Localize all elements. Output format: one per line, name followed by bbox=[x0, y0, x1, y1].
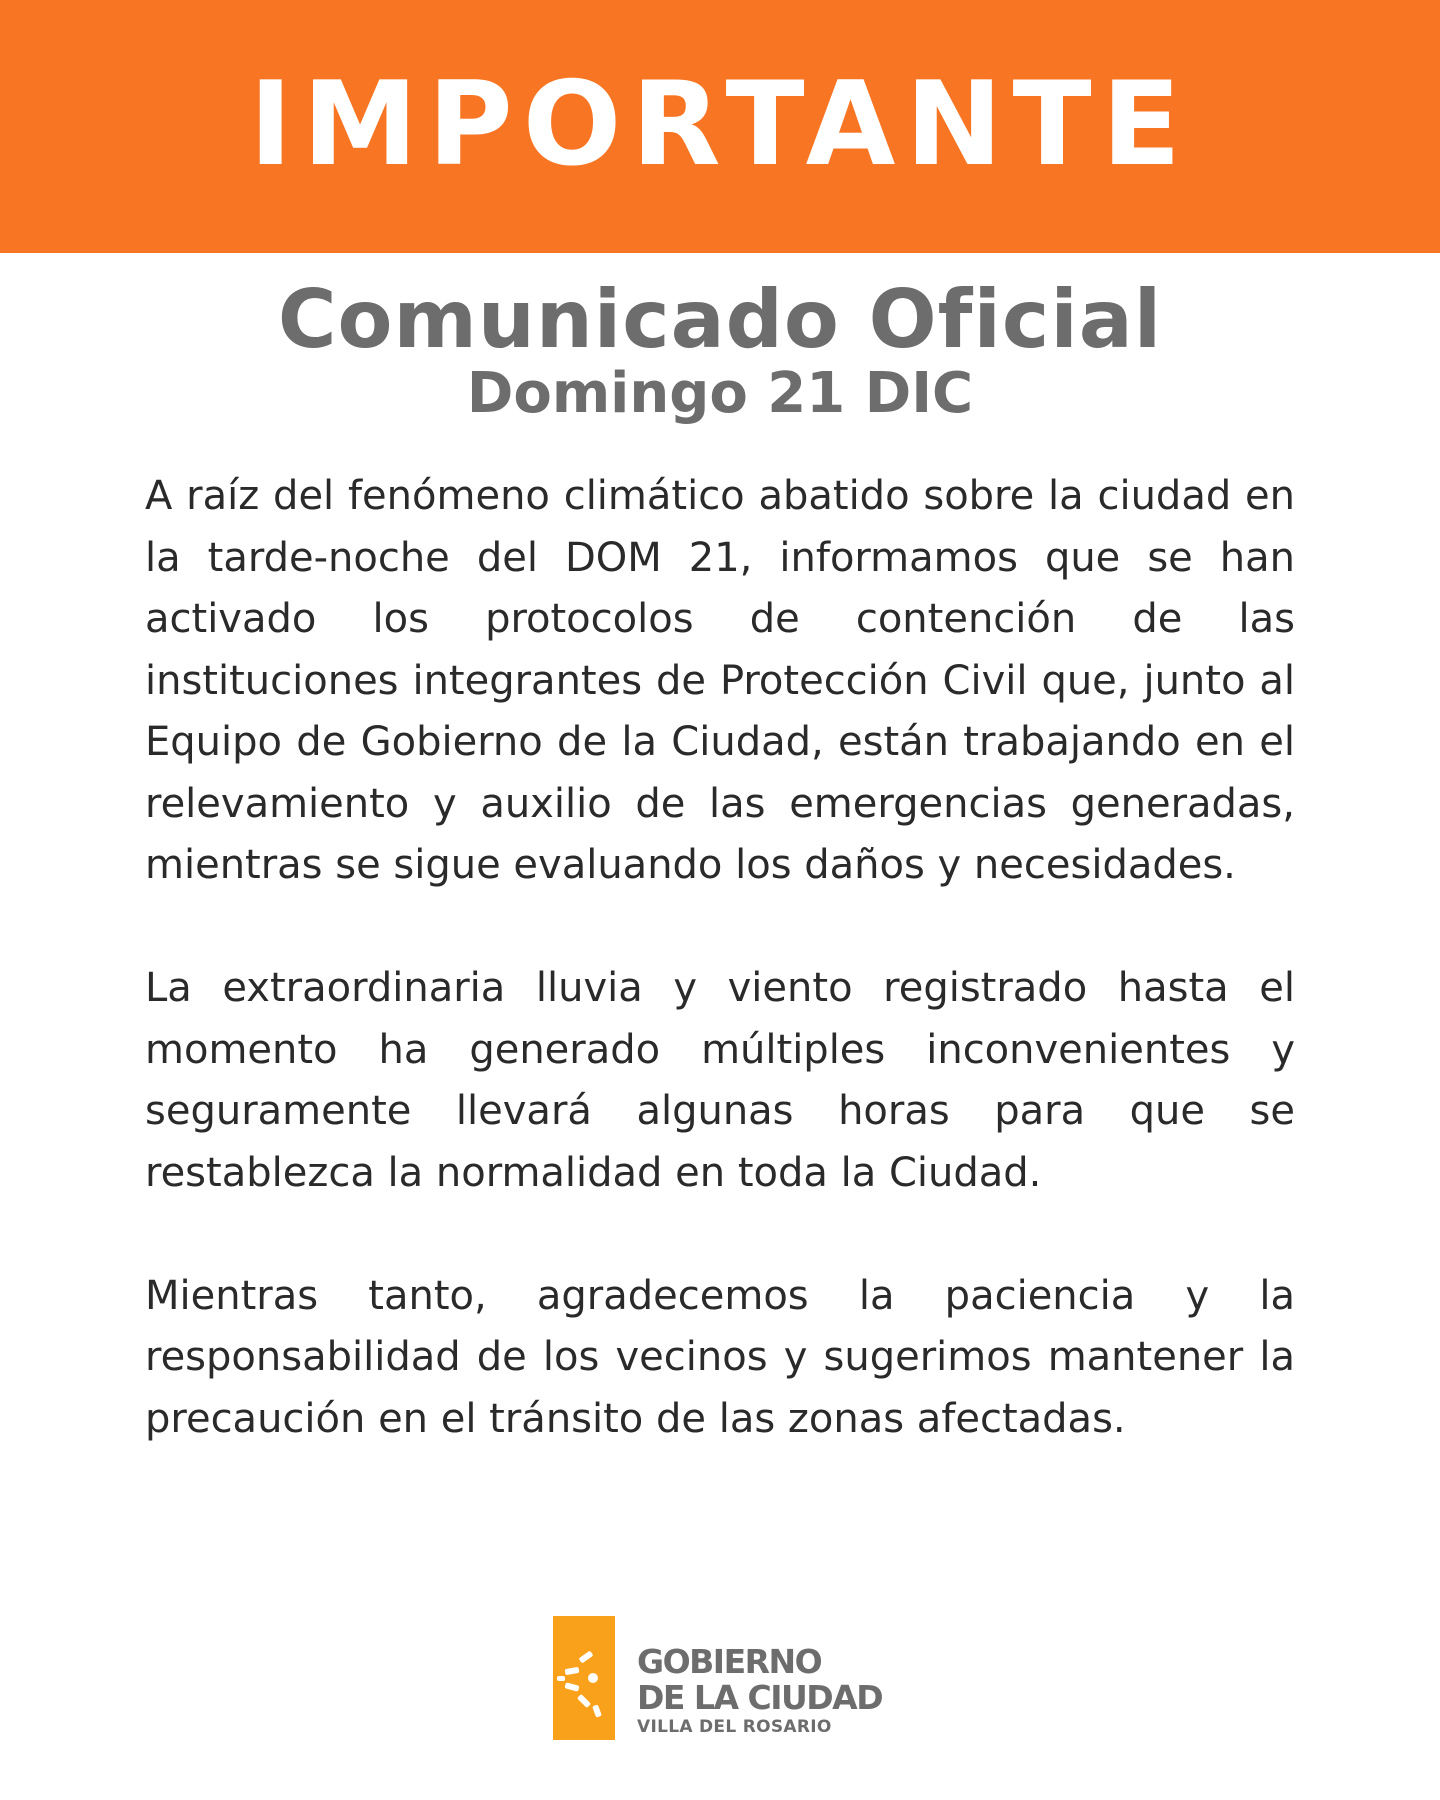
paragraph-1: A raíz del fenómeno climático abatido sobre la ciudad en la tarde-noche del DOM 21, informamos que se han activado los protocolos de contención de las instituciones integrantes de Protección Civil que, junto al Equipo de Gobierno de la Ciudad, están trabajando en el relevamiento y auxilio de las emergencias generadas, mientras se sigue evaluando los daños y necesidades. bbox=[145, 473, 1295, 888]
logo-text bbox=[637, 1644, 882, 1738]
document-date: Domingo 21 DIC bbox=[466, 361, 974, 426]
government-logo bbox=[553, 1616, 882, 1740]
logo-line-gobierno: GOBIERNO bbox=[637, 1642, 822, 1681]
logo-line-villa-del-rosario: VILLA DEL ROSARIO bbox=[637, 1717, 832, 1737]
statement-body bbox=[145, 466, 1295, 1450]
paragraph-2: La extraordinaria lluvia y viento registrado hasta el momento ha generado múltiples inconvenientes y seguramente llevará algunas horas para que se restablezca la normalidad en toda la Ciudad. bbox=[145, 965, 1295, 1196]
logo-mark-icon bbox=[553, 1616, 615, 1740]
header-banner bbox=[0, 0, 1440, 253]
document-title: Comunicado Oficial bbox=[277, 273, 1163, 366]
logo-line-de-la-ciudad: DE LA CIUDAD bbox=[637, 1678, 883, 1717]
paragraph-3: Mientras tanto, agradecemos la paciencia y la responsabilidad de los vecinos y sugerimos mantener la precaución en el tránsito de las zonas afectadas. bbox=[145, 1272, 1295, 1442]
banner-title: IMPORTANTE bbox=[249, 56, 1191, 192]
